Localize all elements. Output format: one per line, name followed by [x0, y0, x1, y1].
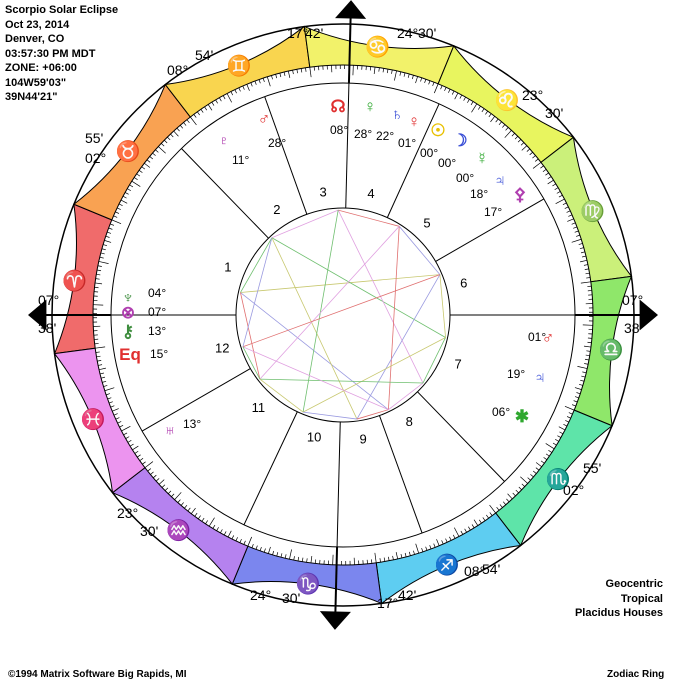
- planet-venus-icon: ♀: [363, 97, 377, 116]
- sign-glyph-scorpio-icon: ♏: [545, 469, 571, 492]
- house-number-11: 11: [251, 399, 266, 415]
- copyright: ©1994 Matrix Software Big Rapids, MI: [8, 669, 187, 680]
- planet-degree: 11°: [232, 153, 250, 167]
- planet-asteroid-icon: ♀: [407, 112, 421, 131]
- sign-glyph-virgo-icon: ♍: [580, 200, 606, 223]
- cusp-label-bottom: 17°: [377, 595, 399, 611]
- cusp-label-left-lower-minutes: 30': [140, 523, 159, 539]
- planet-degree: 22°: [376, 129, 395, 143]
- planet-degree: 28°: [354, 127, 373, 141]
- planet-degree: 01°: [528, 330, 547, 344]
- cusp-label-bottom-right-minutes: 08°: [464, 563, 486, 579]
- zodiac-ring-label: Zodiac Ring: [607, 669, 665, 680]
- cusp-label-top-right-minutes: 30': [418, 25, 437, 41]
- planet-degree: 18°: [470, 187, 489, 201]
- house-number-8: 8: [405, 413, 413, 429]
- house-number-10: 10: [306, 429, 322, 445]
- planet-degree: 13°: [148, 324, 167, 338]
- cusp-label-bottom-minutes: 42': [398, 587, 417, 603]
- planet-part-of-fortune-icon: ⊗: [120, 303, 136, 322]
- planet-equatorial-ascendant-icon: Eq: [119, 345, 141, 364]
- ic-arrow-icon: [335, 0, 366, 19]
- sign-glyph-libra-icon: ♎: [598, 339, 624, 362]
- sign-glyph-gemini-icon: ♊: [226, 55, 252, 78]
- chart-title: Scorpio Solar Eclipse: [5, 4, 119, 16]
- planet-asterisk-icon: ✱: [514, 407, 530, 426]
- sign-glyph-cancer-icon: ♋: [365, 36, 391, 59]
- cusp-label-left-upper: 55': [85, 130, 104, 146]
- chart-time: 03:57:30 PM MDT: [5, 47, 96, 60]
- planet-degree: 17°: [484, 205, 503, 219]
- house-number-7: 7: [454, 356, 462, 372]
- planet-uranus-icon: ♅: [163, 421, 177, 440]
- house-number-2: 2: [273, 201, 281, 217]
- planet-mars-icon: ♂: [257, 109, 271, 128]
- planet-degree: 15°: [150, 347, 169, 361]
- cusp-label-top: 17°: [287, 25, 309, 41]
- house-number-5: 5: [423, 215, 431, 231]
- sign-glyph-aries-icon: ♈: [62, 270, 88, 293]
- sign-glyph-taurus-icon: ♉: [115, 140, 141, 163]
- house-number-9: 9: [359, 431, 367, 447]
- planet-pluto-icon: ♇: [217, 131, 231, 150]
- planet-chiron-icon: ⚷: [121, 322, 135, 341]
- planet-moon-icon: ☽: [452, 131, 468, 150]
- house-number-6: 6: [460, 275, 468, 291]
- cusp-label-right-lower: 55': [583, 460, 602, 476]
- sign-glyph-pisces-icon: ♓: [80, 409, 106, 432]
- planet-vertex-icon: ♃: [493, 171, 507, 190]
- planet-mars-like-icon: ♂: [541, 328, 555, 347]
- planet-saturn-icon: ♄: [390, 105, 404, 124]
- cusp-label-top-right: 24°: [397, 25, 419, 41]
- mc-arrow-icon: [320, 611, 351, 630]
- planet-degree: 04°: [148, 286, 167, 300]
- planet-degree: 00°: [438, 156, 457, 170]
- cusp-label-top-left-minutes: 54': [195, 47, 214, 63]
- system-geocentric: Geocentric: [605, 578, 663, 590]
- planet-degree: 01°: [398, 136, 417, 150]
- sign-glyph-capricorn-icon: ♑: [295, 573, 321, 596]
- house-number-12: 12: [215, 340, 230, 356]
- cusp-label-left-minutes: 38': [38, 320, 57, 336]
- cusp-label-right-lower-minutes: 02°: [563, 482, 585, 498]
- cusp-label-right-minutes: 38': [624, 320, 643, 336]
- cusp-label-top-minutes: 42': [305, 25, 324, 41]
- planet-degree: 08°: [330, 123, 349, 137]
- house-number-4: 4: [367, 186, 375, 202]
- planet-degree: 00°: [420, 146, 439, 160]
- planet-jupiter-icon: ♃: [533, 368, 547, 387]
- chart-latitude: 39N44'21": [5, 91, 58, 103]
- cusp-label-left: 07°: [38, 292, 60, 308]
- planet-degree: 00°: [456, 171, 475, 185]
- house-number-3: 3: [319, 184, 327, 200]
- planet-pallas-icon: ⚴: [513, 185, 527, 204]
- system-tropical: Tropical: [620, 592, 663, 605]
- cusp-label-top-left: 08°: [167, 62, 189, 78]
- planet-degree: 13°: [183, 417, 202, 431]
- sign-glyph-aquarius-icon: ♒: [166, 519, 192, 542]
- sign-glyph-sagittarius-icon: ♐: [434, 554, 460, 577]
- cusp-label-left-lower: 23°: [117, 505, 139, 521]
- sign-glyph-leo-icon: ♌: [494, 90, 520, 113]
- cusp-label-bottom-left: 24°: [250, 587, 272, 603]
- chart-longitude: 104W59'03": [5, 76, 67, 89]
- chart-place: Denver, CO: [5, 33, 65, 45]
- chart-zone: ZONE: +06:00: [5, 62, 77, 74]
- cusp-label-right-upper-minutes: 30': [545, 105, 564, 121]
- cusp-label-right: 07°: [622, 292, 644, 308]
- chart-system: [563, 577, 663, 621]
- chart-date: Oct 23, 2014: [5, 18, 70, 31]
- planet-mercury-icon: ☿: [475, 149, 489, 168]
- cusp-label-right-upper: 23°: [522, 87, 544, 103]
- planet-sun-icon: ☉: [430, 121, 446, 140]
- planet-neptune-icon: ♆: [121, 288, 135, 307]
- house-number-1: 1: [224, 259, 232, 275]
- cusp-label-bottom-right: 54': [482, 561, 501, 577]
- planet-north-node-icon: ☊: [330, 97, 346, 116]
- planet-degree: 19°: [507, 367, 526, 381]
- cusp-label-left-upper-minutes: 02°: [85, 150, 107, 166]
- planet-degree: 28°: [268, 136, 287, 150]
- planet-degree: 07°: [148, 305, 167, 319]
- cusp-label-bottom-left-minutes: 30': [282, 590, 301, 606]
- system-houses: Placidus Houses: [574, 607, 663, 619]
- planet-degree: 06°: [492, 405, 511, 419]
